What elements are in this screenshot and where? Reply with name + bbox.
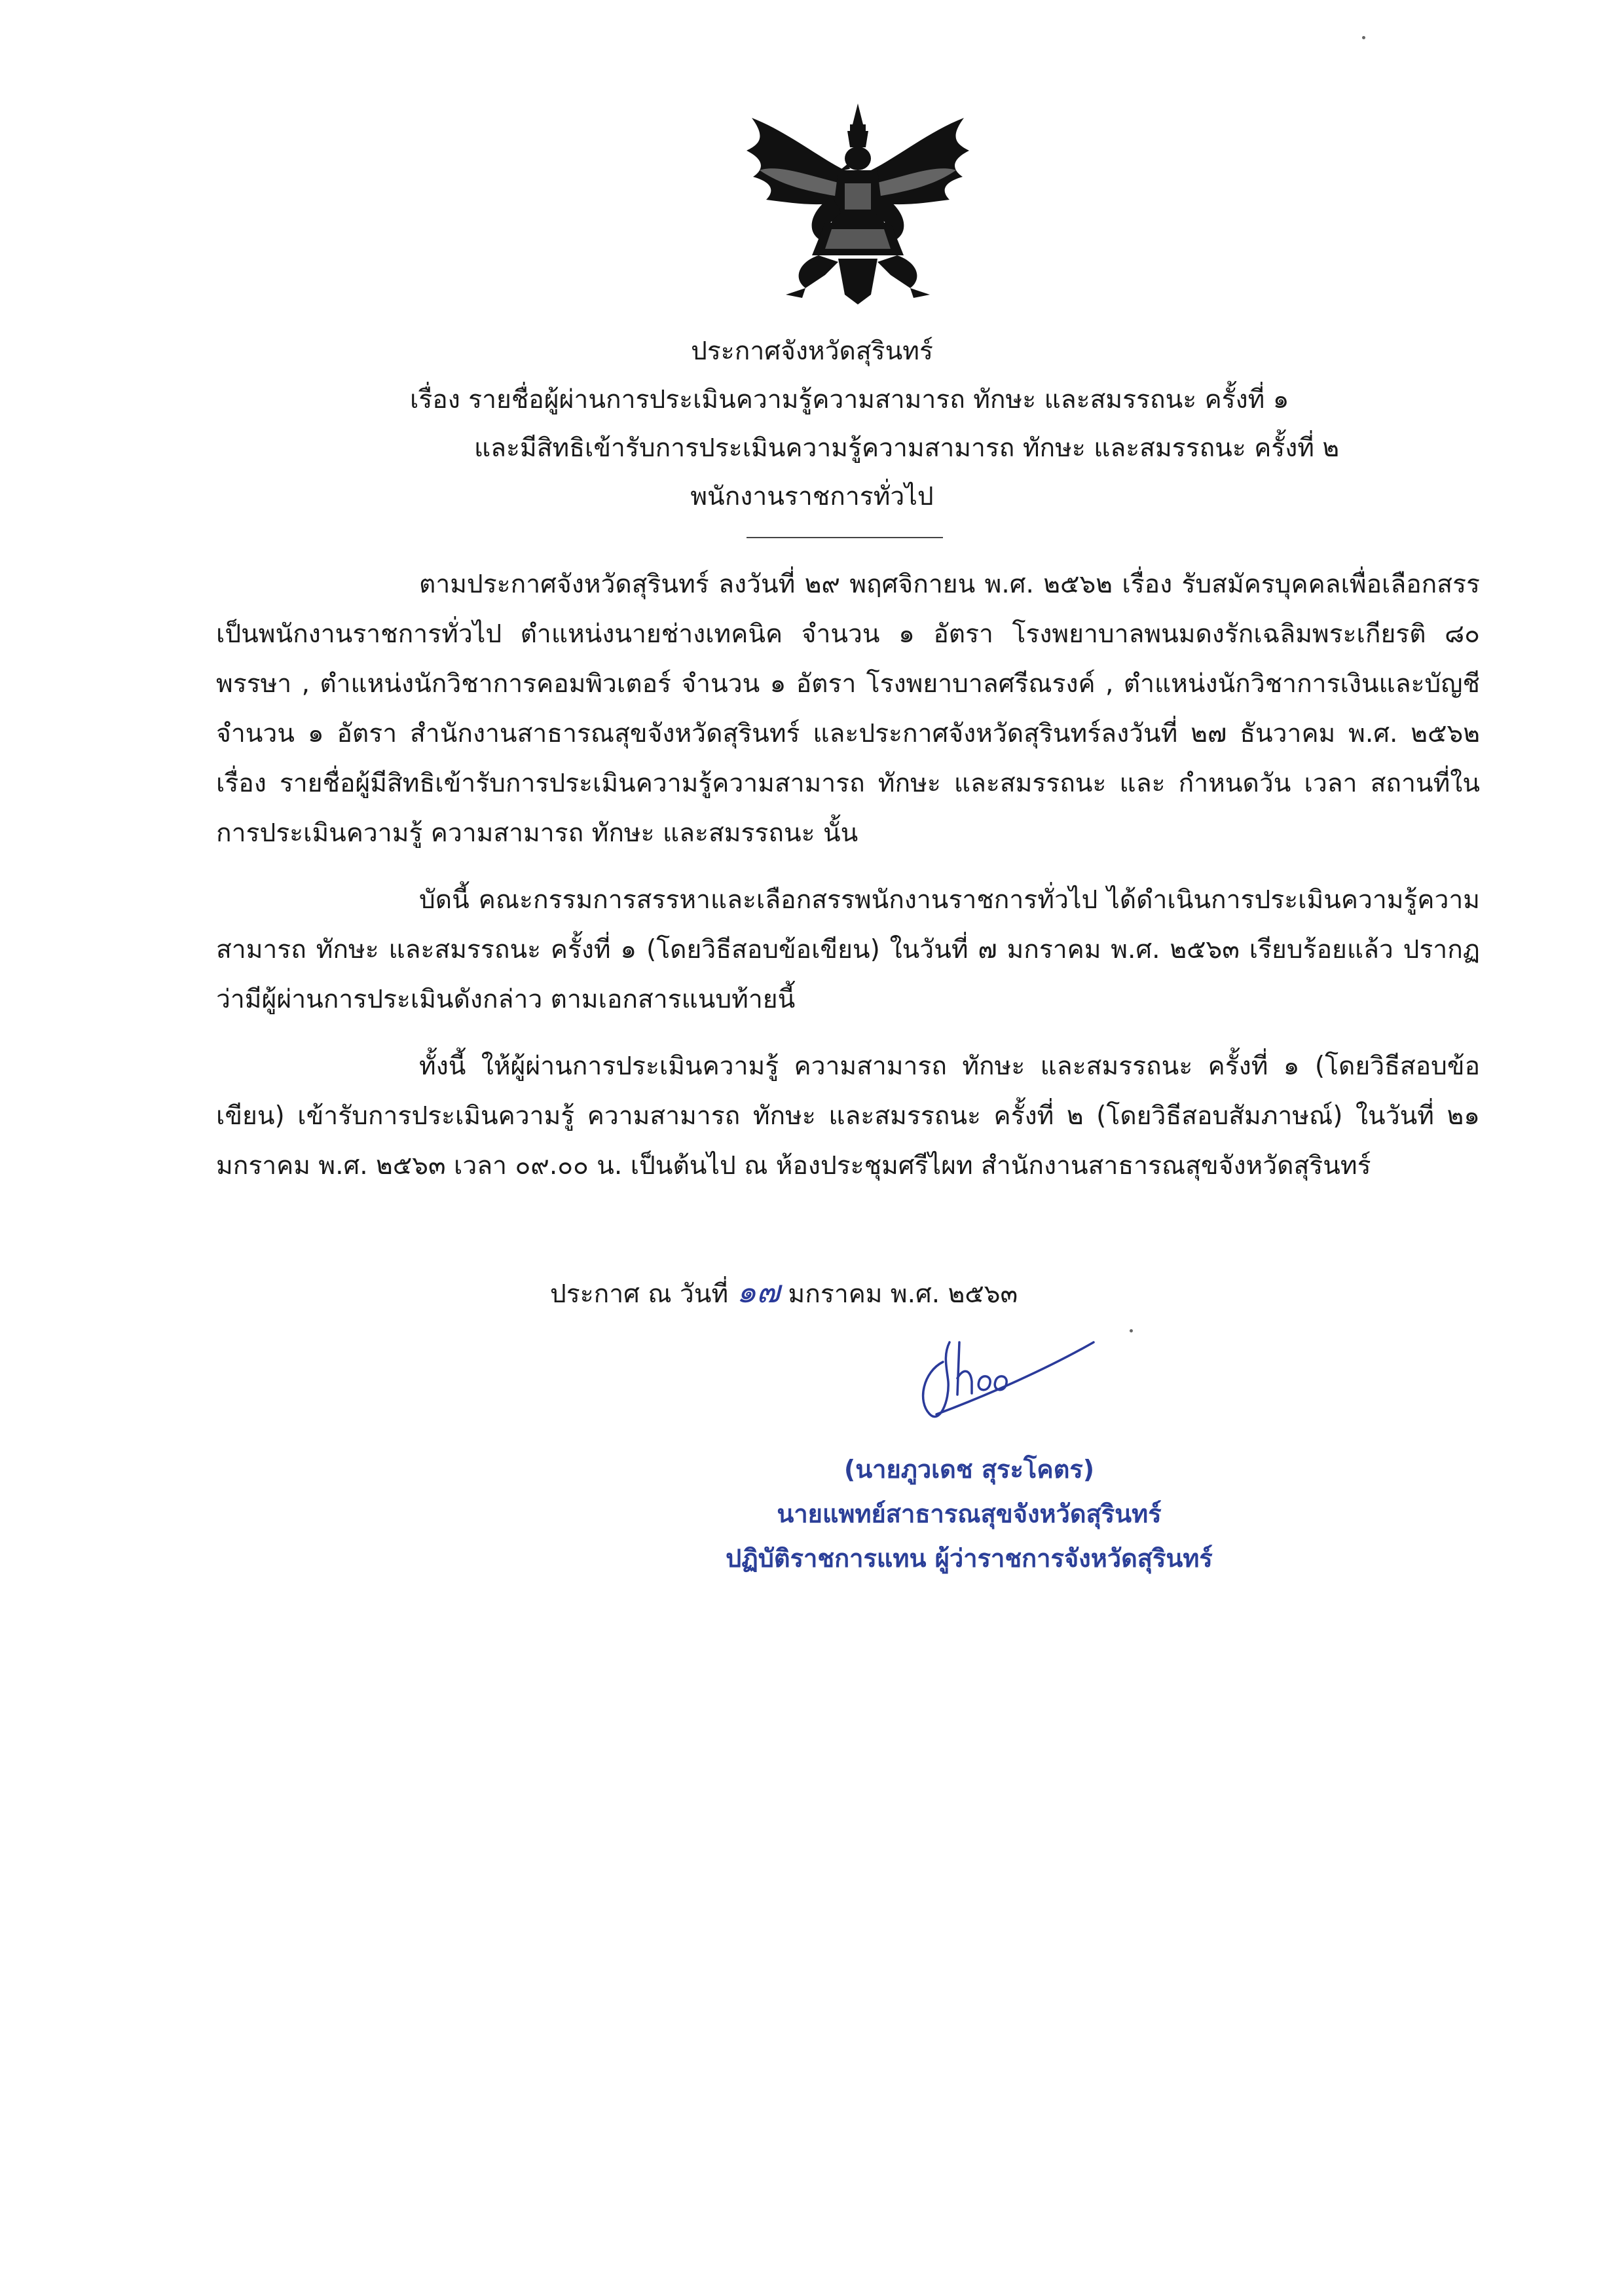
document-body (216, 560, 1480, 1208)
signature-block (655, 1447, 1283, 1581)
announce-prefix: ประกาศ ณ วันที่ (550, 1279, 729, 1309)
document-title: ประกาศจังหวัดสุรินทร์ (691, 337, 933, 366)
subject-line-3: พนักงานราชการทั่วไป (690, 482, 934, 511)
header (0, 327, 1624, 521)
subject-line-2: และมีสิทธิเข้ารับการประเมินความรู้ความสามารถ ทักษะ และสมรรถนะ ครั้งที่ ๒ (474, 433, 1340, 463)
scan-speck (1130, 1329, 1133, 1332)
subject-line-1: เรื่อง รายชื่อผู้ผ่านการประเมินความรู้ความสามารถ ทักษะ และสมรรถนะ ครั้งที่ ๑ (410, 385, 1289, 414)
header-divider (747, 537, 943, 538)
paragraph-2: บัดนี้ คณะกรรมการสรรหาและเลือกสรรพนักงานราชการทั่วไป ได้ดำเนินการประเมินความรู้ความสามารถ ทักษะ และสมรรถนะ ครั้งที่ ๑ (โดยวิธีสอบข้อเขียน) ในวันที่ ๗ มกราคม พ.ศ. ๒๕๖๓ เรียบร้อยแล้ว ปรากฏว่ามีผู้ผ่านการประเมินดังกล่าว ตามเอกสารแนบท้ายนี้ (216, 885, 1480, 1014)
signer-name: (นายภูวเดช สุระโคตร) (843, 1455, 1095, 1484)
handwritten-signature (897, 1316, 1107, 1427)
announce-day: ๑๗ (736, 1274, 781, 1310)
signer-position: นายแพทย์สาธารณสุขจังหวัดสุรินทร์ (777, 1499, 1162, 1528)
announce-month-year: มกราคม พ.ศ. ๒๕๖๓ (788, 1279, 1018, 1309)
paragraph-3: ทั้งนี้ ให้ผู้ผ่านการประเมินความรู้ ความสามารถ ทักษะ และสมรรถนะ ครั้งที่ ๑ (โดยวิธีสอบข้อเขียน) เข้ารับการประเมินความรู้ ความสามารถ ทักษะ และสมรรถนะ ครั้งที่ ๒ (โดยวิธีสอบสัมภาษณ์) ในวันที่ ๒๑ มกราคม พ.ศ. ๒๕๖๓ เวลา ๐๙.๐๐ น. เป็นต้นไป ณ ห้องประชุมศรีไผท สำนักงานสาธารณสุขจังหวัดสุรินทร์ (216, 1052, 1480, 1181)
garuda-emblem-icon (740, 98, 976, 308)
scan-speck (1362, 36, 1365, 39)
announcement-date (550, 1267, 1018, 1319)
paragraph-1: ตามประกาศจังหวัดสุรินทร์ ลงวันที่ ๒๙ พฤศจิกายน พ.ศ. ๒๕๖๒ เรื่อง รับสมัครบุคคลเพื่อเลือกสรรเป็นพนักงานราชการทั่วไป ตำแหน่งนายช่างเทคนิค จำนวน ๑ อัตรา โรงพยาบาลพนมดงรักเฉลิมพระเกียรติ ๘๐ พรรษา , ตำแหน่งนักวิชาการคอมพิวเตอร์ จำนวน ๑ อัตรา โรงพยาบาลศรีณรงค์ , ตำแหน่งนักวิชาการเงินและบัญชี จำนวน ๑ อัตรา สำนักงานสาธารณสุขจังหวัดสุรินทร์ และประกาศจังหวัดสุรินทร์ลงวันที่ ๒๗ ธันวาคม พ.ศ. ๒๕๖๒ เรื่อง รายชื่อผู้มีสิทธิเข้ารับการประเมินความรู้ความสามารถ ทักษะ และสมรรถนะ และ กำหนดวัน เวลา สถานที่ในการประเมินความรู้ ความสามารถ ทักษะ และสมรรถนะ นั้น (216, 570, 1480, 848)
signer-acting: ปฏิบัติราชการแทน ผู้ว่าราชการจังหวัดสุรินทร์ (726, 1544, 1213, 1573)
